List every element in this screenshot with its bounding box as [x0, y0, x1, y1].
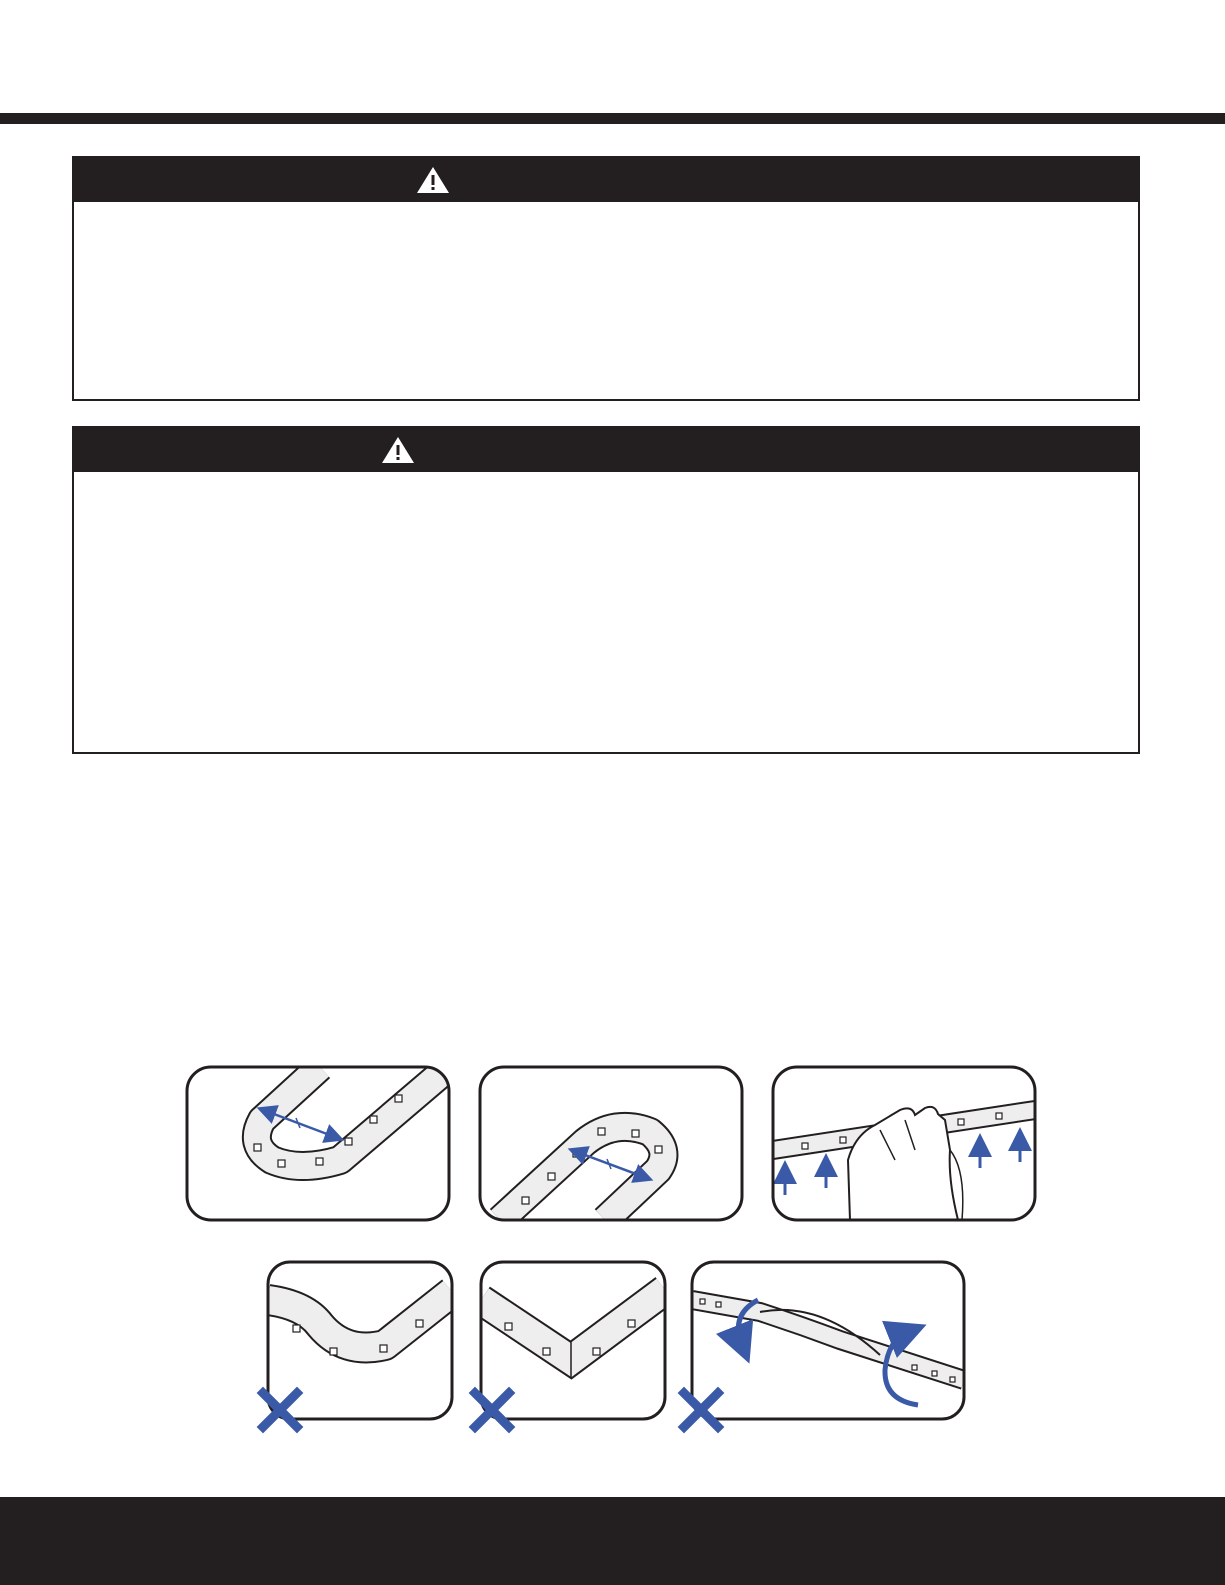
panel-no-twist — [684, 1262, 964, 1427]
panel-press-to-mount — [773, 1067, 1035, 1220]
panel-no-sharp-bend — [263, 1262, 452, 1427]
panel-no-angle-fold — [475, 1262, 665, 1427]
panel-bend-arc-ok — [187, 1067, 449, 1220]
footer-bar — [0, 1497, 1225, 1585]
cross-mark-icon — [263, 1393, 297, 1427]
cross-mark-icon — [684, 1393, 718, 1427]
hand-icon — [848, 1107, 958, 1220]
panel-bend-loop-ok — [480, 1067, 742, 1220]
cross-mark-icon — [475, 1393, 509, 1427]
